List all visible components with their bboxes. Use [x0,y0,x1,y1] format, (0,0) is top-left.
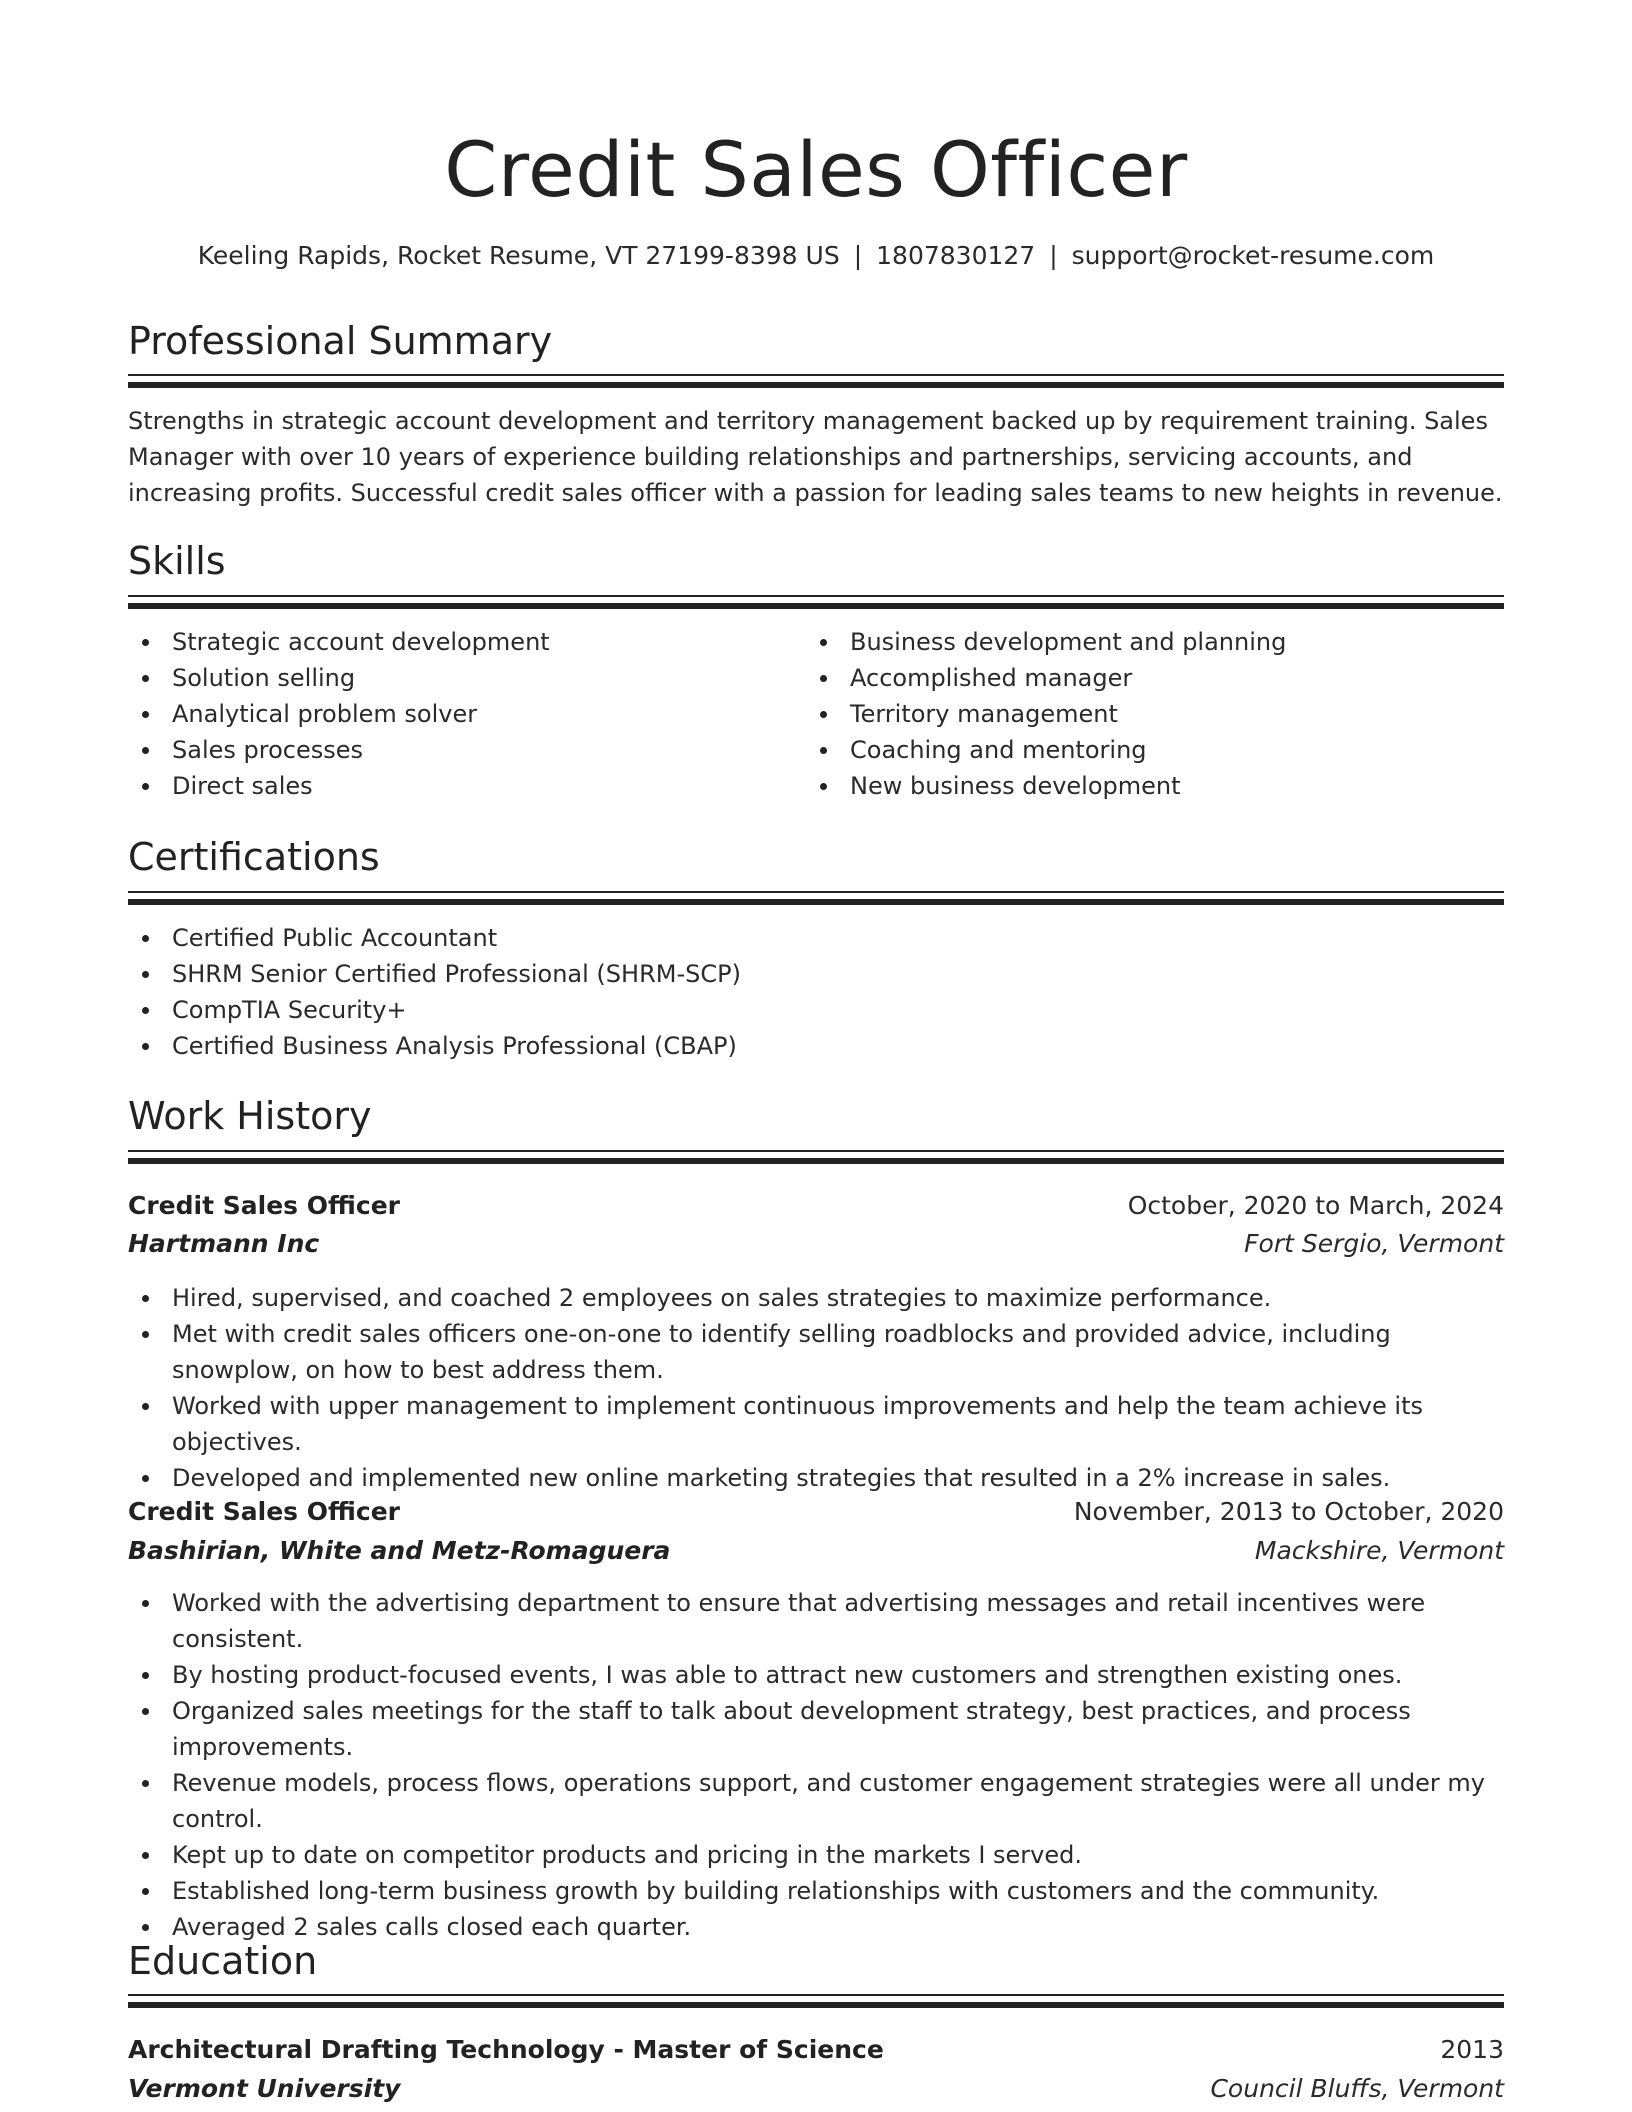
job-title: Credit Sales Officer [128,1191,400,1220]
work-history-heading: Work History [128,1094,372,1138]
education-heading: Education [128,1939,318,1983]
skill-item: Accomplished manager [806,660,1504,696]
section-divider [128,891,1504,905]
skill-item: Direct sales [128,768,788,804]
job-title: Credit Sales Officer [128,1497,400,1526]
certification-item: SHRM Senior Certified Professional (SHRM-SCP) [128,956,1504,992]
education-school: Vermont University [128,2074,401,2103]
job-dates: November, 2013 to October, 2020 [1073,1497,1504,1526]
summary-text: Strengths in strategic account development and territory management backed up by requirement training. Sales Manager with over 10 years of experience building relationships and partnerships, servicing accounts, and increasing profits. Successful credit sales officer with a passion for leading sales teams to new heights in revenue. [128,407,1503,507]
skill-item: Coaching and mentoring [806,732,1504,768]
education-location: Council Bluffs, Vermont [1210,2074,1504,2103]
job-bullets [128,1280,1504,1496]
job-subheader [128,1225,1504,1263]
job-bullet: Averaged 2 sales calls closed each quarter. [128,1909,1504,1945]
section-divider [128,1994,1504,2008]
job-company: Hartmann Inc [128,1229,320,1258]
section-divider [128,374,1504,388]
job-bullet: By hosting product-focused events, I was able to attract new customers and strengthen existing ones. [128,1657,1504,1693]
job-bullet: Developed and implemented new online marketing strategies that resulted in a 2% increase in sales. [128,1460,1504,1496]
job-bullet: Hired, supervised, and coached 2 employees on sales strategies to maximize performance. [128,1280,1504,1316]
job-header [128,1187,1504,1225]
skill-item: Sales processes [128,732,788,768]
contact-separator: | [1049,241,1058,270]
education-degree: Architectural Drafting Technology - Master of Science [128,2035,884,2064]
job-header [128,1493,1504,1531]
certification-item: Certified Business Analysis Professional (CBAP) [128,1028,1504,1064]
contact-line [128,238,1504,274]
skills-list-left [128,624,788,804]
skills-heading: Skills [128,539,226,583]
job-subheader [128,1532,1504,1570]
skill-item: Solution selling [128,660,788,696]
job-bullet: Kept up to date on competitor products and pricing in the markets I served. [128,1837,1504,1873]
job-bullet: Met with credit sales officers one-on-one to identify selling roadblocks and provided advice, including snowplow, on how to best address them. [128,1316,1504,1388]
job-location: Fort Sergio, Vermont [1244,1229,1504,1258]
contact-separator: | [853,241,863,270]
education-header [128,2031,1504,2069]
summary-heading: Professional Summary [128,319,553,363]
job-bullets [128,1585,1504,1945]
skills-list-right [806,624,1504,804]
job-bullet: Worked with the advertising department to ensure that advertising messages and retail incentives were consistent. [128,1585,1504,1657]
contact-phone: 1807830127 [876,241,1036,270]
skill-item: Strategic account development [128,624,788,660]
skill-item: New business development [806,768,1504,804]
certifications-heading: Certifications [128,835,380,879]
contact-email: support@rocket-resume.com [1071,241,1435,270]
section-divider [128,595,1504,609]
job-company: Bashirian, White and Metz-Romaguera [128,1536,671,1565]
job-bullet: Worked with upper management to implement continuous improvements and help the team achieve its objectives. [128,1388,1504,1460]
education-subheader [128,2070,1504,2108]
contact-address: Keeling Rapids, Rocket Resume, VT 27199-8398 US [197,241,840,270]
skill-item: Territory management [806,696,1504,732]
section-divider [128,1150,1504,1164]
certification-item: Certified Public Accountant [128,920,1504,956]
certifications-list [128,920,1504,1064]
certification-item: CompTIA Security+ [128,992,1504,1028]
job-bullet: Established long-term business growth by building relationships with customers and the community. [128,1873,1504,1909]
skill-item: Analytical problem solver [128,696,788,732]
job-bullet: Organized sales meetings for the staff to talk about development strategy, best practices, and process improvements. [128,1693,1504,1765]
job-dates: October, 2020 to March, 2024 [1127,1191,1504,1220]
resume-name: Credit Sales Officer [444,125,1188,214]
job-bullet: Revenue models, process flows, operations support, and customer engagement strategies were all under my control. [128,1765,1504,1837]
education-year: 2013 [1440,2035,1504,2064]
skill-item: Business development and planning [806,624,1504,660]
job-location: Mackshire, Vermont [1254,1536,1504,1565]
